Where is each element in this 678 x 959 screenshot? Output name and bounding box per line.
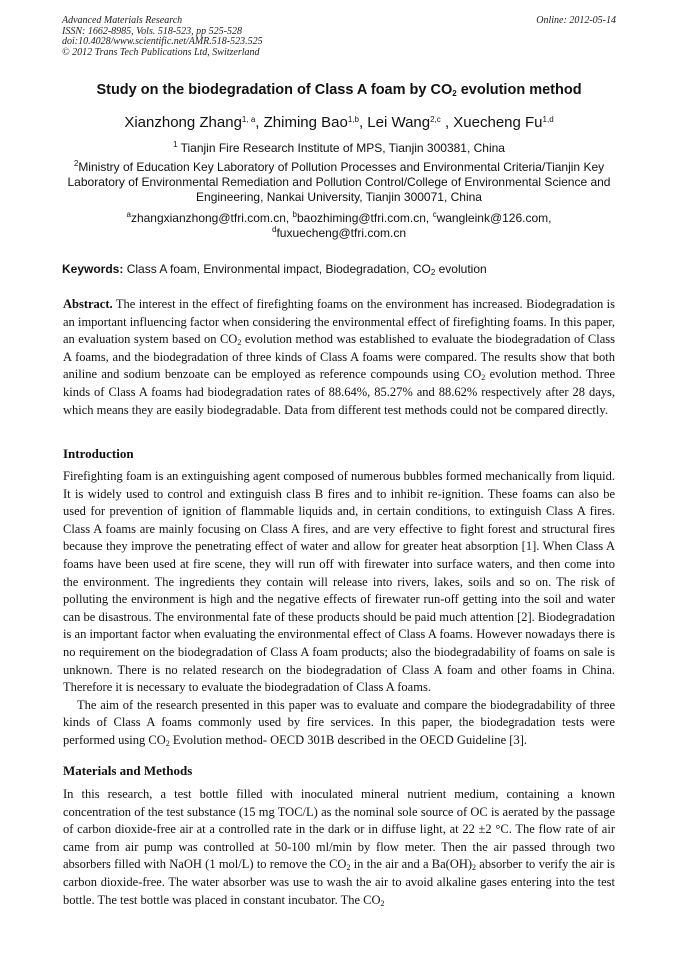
author-separator: ,	[358, 114, 368, 131]
email-mark: a	[126, 210, 131, 219]
affiliation-number: 1	[173, 140, 178, 149]
affiliation-text: Ministry of Education Key Laboratory of Pollution Processes and Environmental Criteria/Tianjin Key Laboratory of Environmental Remediation and Pollution Control/College of Environmental Science and Engineering, Nankai University, Tianjin 300071, China	[67, 160, 611, 204]
affiliation-2	[60, 160, 618, 205]
author-mark: 1,b	[347, 115, 359, 124]
abstract-label: Abstract.	[63, 297, 113, 311]
email-link[interactable]: baozhiming@tfri.com.cn	[297, 211, 426, 225]
journal-doi[interactable]: doi:10.4028/www.scientific.net/AMR.518-523.525	[62, 36, 263, 47]
title-text-end: evolution method	[456, 82, 582, 98]
methods-text: absorber to verify the air is carbon dioxide-free. The water absorber was use to wash the air to avoid alkaline gases entering into the test bottle. The test bottle was placed in constant incubator. The CO	[63, 857, 615, 907]
abstract-text: evolution method was established to evaluate the biodegradation of Class A foams, and the biodegradation of three kinds of Class A foams were compared. The results show that both aniline and sodium benzoate can be employed as reference compounds using CO	[63, 332, 615, 382]
email-separator: ,	[425, 211, 433, 225]
journal-header	[62, 16, 616, 58]
affiliation-1	[60, 141, 618, 156]
author-name: Zhiming Bao	[263, 114, 348, 131]
keywords-label: Keywords:	[62, 262, 124, 276]
email-link[interactable]: wangleink@126.com	[436, 211, 549, 225]
abstract-subscript: 2	[237, 338, 242, 348]
title-subscript: 2	[452, 89, 457, 98]
email-mark: b	[292, 210, 297, 219]
email-link[interactable]: fuxuecheng@tfri.com.cn	[276, 226, 407, 240]
abstract-text: The interest in the effect of firefighting foams on the environment has increased. Biodegradation is an important influencing factor when considering the environmental effect of firefighting foams. In this paper, an evaluation system based on CO	[63, 297, 615, 347]
author-separator: ,	[440, 114, 454, 131]
author-name: Xuecheng Fu	[453, 114, 543, 131]
paper-title	[30, 82, 648, 98]
author-list	[30, 114, 648, 131]
author-name: Xianzhong Zhang	[124, 114, 242, 131]
online-date: Online: 2012-05-14	[536, 15, 616, 26]
affiliation-number: 2	[73, 159, 79, 168]
keywords-tail: evolution	[435, 262, 487, 276]
title-text: Study on the biodegradation of Class A foam by CO	[96, 82, 453, 98]
author-emails	[60, 211, 618, 241]
introduction-paragraph	[63, 697, 615, 750]
abstract-subscript: 2	[481, 373, 486, 383]
methods-text: in the air and a Ba(OH)	[350, 857, 473, 872]
author-separator: ,	[255, 114, 264, 131]
abstract	[63, 296, 615, 419]
introduction-text: Evolution method- OECD 301B described in the OECD Guideline [3].	[169, 732, 527, 747]
email-mark: c	[432, 210, 437, 219]
email-separator: ,	[285, 211, 293, 225]
author-mark: 1, a	[241, 115, 256, 124]
methods-text: In this research, a test bottle filled with inoculated mineral nutrient medium, containing a known concentration of the test substance (15 mg TOC/L) as the nominal sole source of OC is aerated by the passage of carbon dioxide-free air at a controlled rate in the dark or in diffuse light, at 22 ±2 °C. The flow rate of air came from air pump was controlled at 50-100 ml/min by flow meter. Then the air passed through two absorbers filled with NaOH (1 mol/L) to remove the CO	[63, 787, 615, 872]
introduction-text: The aim of the research presented in this paper was to evaluate and compare the biodegradability of three kinds of Class A foams commonly used by fire services. In this paper, the biodegradation tests were performed using CO	[63, 697, 615, 747]
email-separator: ,	[548, 211, 552, 225]
methods-subscript: 2	[380, 898, 385, 908]
keywords	[62, 262, 616, 276]
introduction-body	[63, 468, 615, 750]
author-mark: 2,c	[430, 115, 441, 124]
journal-issn: ISSN: 1662-8985, Vols. 518-523, pp 525-528	[62, 25, 242, 37]
introduction-subscript: 2	[165, 738, 170, 748]
email-link[interactable]: zhangxianzhong@tfri.com.cn	[130, 211, 286, 225]
introduction-paragraph: Firefighting foam is an extinguishing agent composed of numerous bubbles formed mechanically from liquid. It is widely used to control and extinguish class B fires and to inhibit re-ignition. These foams can also be used for prevention of ignition of flammable liquids and, in certain conditions, to extinguish Class A fires. Class A foams are mainly focusing on Class A fires, and are very effective to fight forest and structural fires because they improve the penetrating effect of water and allow for greater heat absorption [1]. When Class A foams have been used at fire scene, they will run off with firewater into surface waters, and then come into the environment. The ingredients they contain will release into rivers, lakes, soils and so on. The risk of polluting the environment is high and the negative effects of firewater run-off getting into the soil and water can be disastrous. The environmental fate of these products should be paid much attention [2]. Biodegradation is an important factor when evaluating the environmental effect of Class A foams. However nowadays there is no requirement on the biodegradation of Class A foam products; also the biodegradability of foams on sale is unknown. There is no related research on the biodegradation of Class A foam and other foams in China. Therefore it is necessary to evaluate the biodegradation of Class A foams.	[63, 469, 615, 695]
methods-body	[63, 786, 615, 909]
author-name: Lei Wang	[367, 114, 431, 131]
introduction-heading: Introduction	[63, 446, 134, 461]
email-mark: d	[271, 225, 277, 234]
journal-copyright: © 2012 Trans Tech Publications Ltd, Switzerland	[62, 46, 260, 58]
abstract-text: evolution method. Three kinds of Class A foams had biodegradation rates of 88.64%, 85.27% and 88.62% respectively after 28 days, which means they are easily biodegradable. Data from different test methods could not be compared directly.	[63, 367, 615, 417]
methods-subscript: 2	[472, 863, 477, 873]
methods-subscript: 2	[346, 863, 351, 873]
author-mark: 1,d	[542, 115, 554, 124]
keywords-subscript: 2	[430, 268, 436, 277]
affiliation-text: Tianjin Fire Research Institute of MPS, Tianjin 300381, China	[180, 141, 505, 155]
journal-name: Advanced Materials Research	[62, 15, 183, 26]
keywords-text: Class A foam, Environmental impact, Biodegradation, CO	[123, 262, 431, 276]
methods-heading: Materials and Methods	[63, 763, 193, 778]
